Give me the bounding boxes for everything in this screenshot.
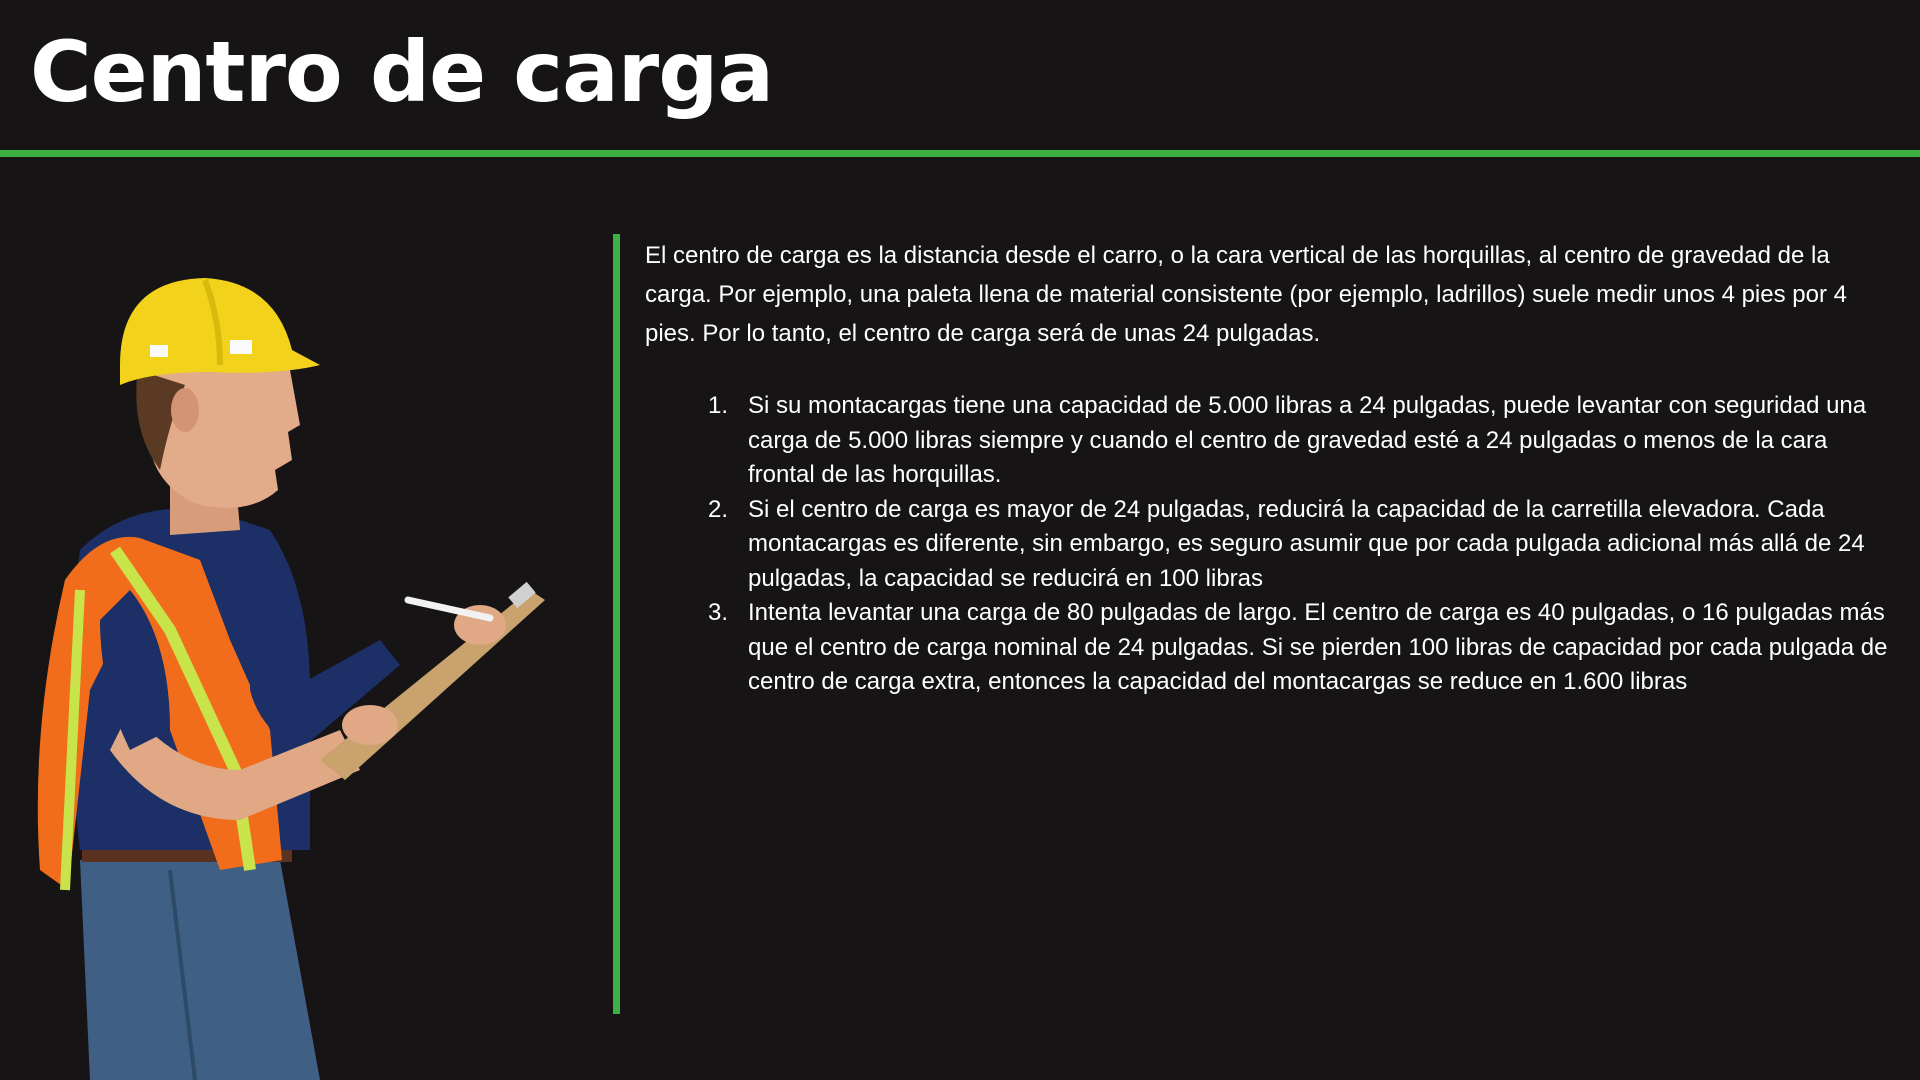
list-item-number: 2. <box>708 495 729 523</box>
list-item <box>708 493 1890 597</box>
jeans <box>80 860 320 1080</box>
list-item-number: 3. <box>708 599 729 626</box>
list-item-text: Si el centro de carga es mayor de 24 pulgadas, reducirá la capacidad de la carretilla elevadora. Cada montacargas es diferente, sin embargo, es seguro asumir que por cada pulgada adicional más allá de 24 pulgadas, la capacidad se reducirá en 100 libras <box>748 495 1865 592</box>
intro-paragraph: El centro de carga es la distancia desde el carro, o la cara vertical de las horquillas, al centro de gravedad de la carga. Por ejemplo, una paleta llena de material consistente (por ejemplo, ladrillos) suele medir unos 4 pies por 4 pies. Por lo tanto, el centro de carga será de unas 24 pulgadas. <box>645 242 1847 347</box>
content-panel <box>645 236 1890 700</box>
steps-list <box>645 389 1890 700</box>
content-divider <box>613 234 620 1014</box>
list-item-text: Si su montacargas tiene una capacidad de 5.000 libras a 24 pulgadas, puede levantar con seguridad una carga de 5.000 libras siempre y cuando el centro de gravedad esté a 24 pulgadas o menos de la cara frontal de las horquillas. <box>748 392 1867 488</box>
construction-worker-illustration <box>20 170 580 1080</box>
slide-title: Centro de carga <box>30 23 774 121</box>
title-underline <box>0 150 1920 157</box>
list-item <box>708 596 1890 700</box>
list-item-text: Intenta levantar una carga de 80 pulgadas de largo. El centro de carga es 40 pulgadas, o 16 pulgadas más que el centro de carga nominal de 24 pulgadas. Si se pierden 100 libras de capacidad por cada pulgada de centro de carga extra, entonces la capacidad del montacargas se reduce en 1.600 libras <box>748 599 1888 695</box>
list-item-number: 1. <box>708 392 729 419</box>
list-item <box>708 389 1890 493</box>
